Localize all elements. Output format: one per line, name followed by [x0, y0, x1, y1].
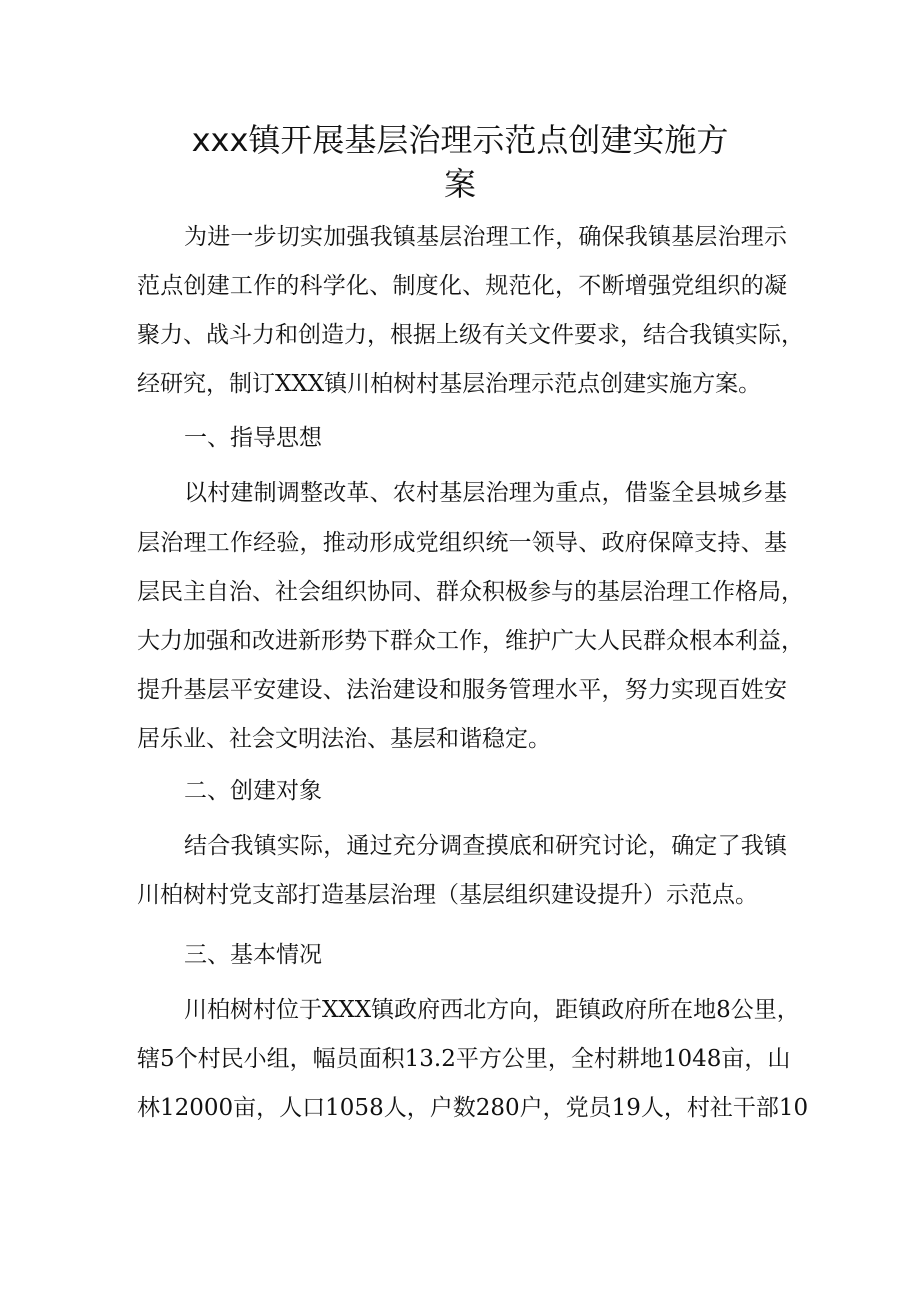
document-title-line-2: 案 [443, 165, 476, 203]
section-3-line: 林12000亩，人口1058人，户数280户，党员19人，村社干部10 [137, 1095, 809, 1121]
intro-line: 聚力、战斗力和创造力，根据上级有关文件要求，结合我镇实际， [137, 322, 804, 348]
section-heading-1: 一、指导思想 [184, 425, 322, 451]
section-1-line: 以村建制调整改革、农村基层治理为重点，借鉴全县城乡基 [184, 480, 787, 506]
document-title-line-1: xxx镇开展基层治理示范点创建实施方 [191, 121, 729, 159]
intro-line: 范点创建工作的科学化、制度化、规范化，不断增强党组织的凝 [137, 273, 787, 299]
section-2-line: 结合我镇实际，通过充分调查摸底和研究讨论，确定了我镇 [184, 833, 787, 859]
section-1-line: 大力加强和改进新形势下群众工作，维护广大人民群众根本利益， [137, 628, 804, 654]
section-heading-2: 二、创建对象 [184, 778, 322, 804]
section-1-line: 提升基层平安建设、法治建设和服务管理水平，努力实现百姓安 [137, 677, 787, 703]
intro-line: 为进一步切实加强我镇基层治理工作，确保我镇基层治理示 [184, 224, 787, 250]
section-3-line: 川柏树村位于XXX镇政府西北方向，距镇政府所在地8公里， [184, 997, 800, 1023]
section-1-line: 层治理工作经验，推动形成党组织统一领导、政府保障支持、基 [137, 530, 787, 556]
section-3-line: 辖5个村民小组，幅员面积13.2平方公里，全村耕地1048亩，山 [137, 1046, 791, 1072]
section-2-line: 川柏树村党支部打造基层治理（基层组织建设提升）示范点。 [137, 882, 758, 908]
intro-line: 经研究，制订XXX镇川柏树村基层治理示范点创建实施方案。 [137, 371, 762, 397]
section-1-line: 层民主自治、社会组织协同、群众积极参与的基层治理工作格局， [137, 579, 804, 605]
section-1-line: 居乐业、社会文明法治、基层和谐稳定。 [137, 726, 551, 752]
section-heading-3: 三、基本情况 [184, 942, 322, 968]
